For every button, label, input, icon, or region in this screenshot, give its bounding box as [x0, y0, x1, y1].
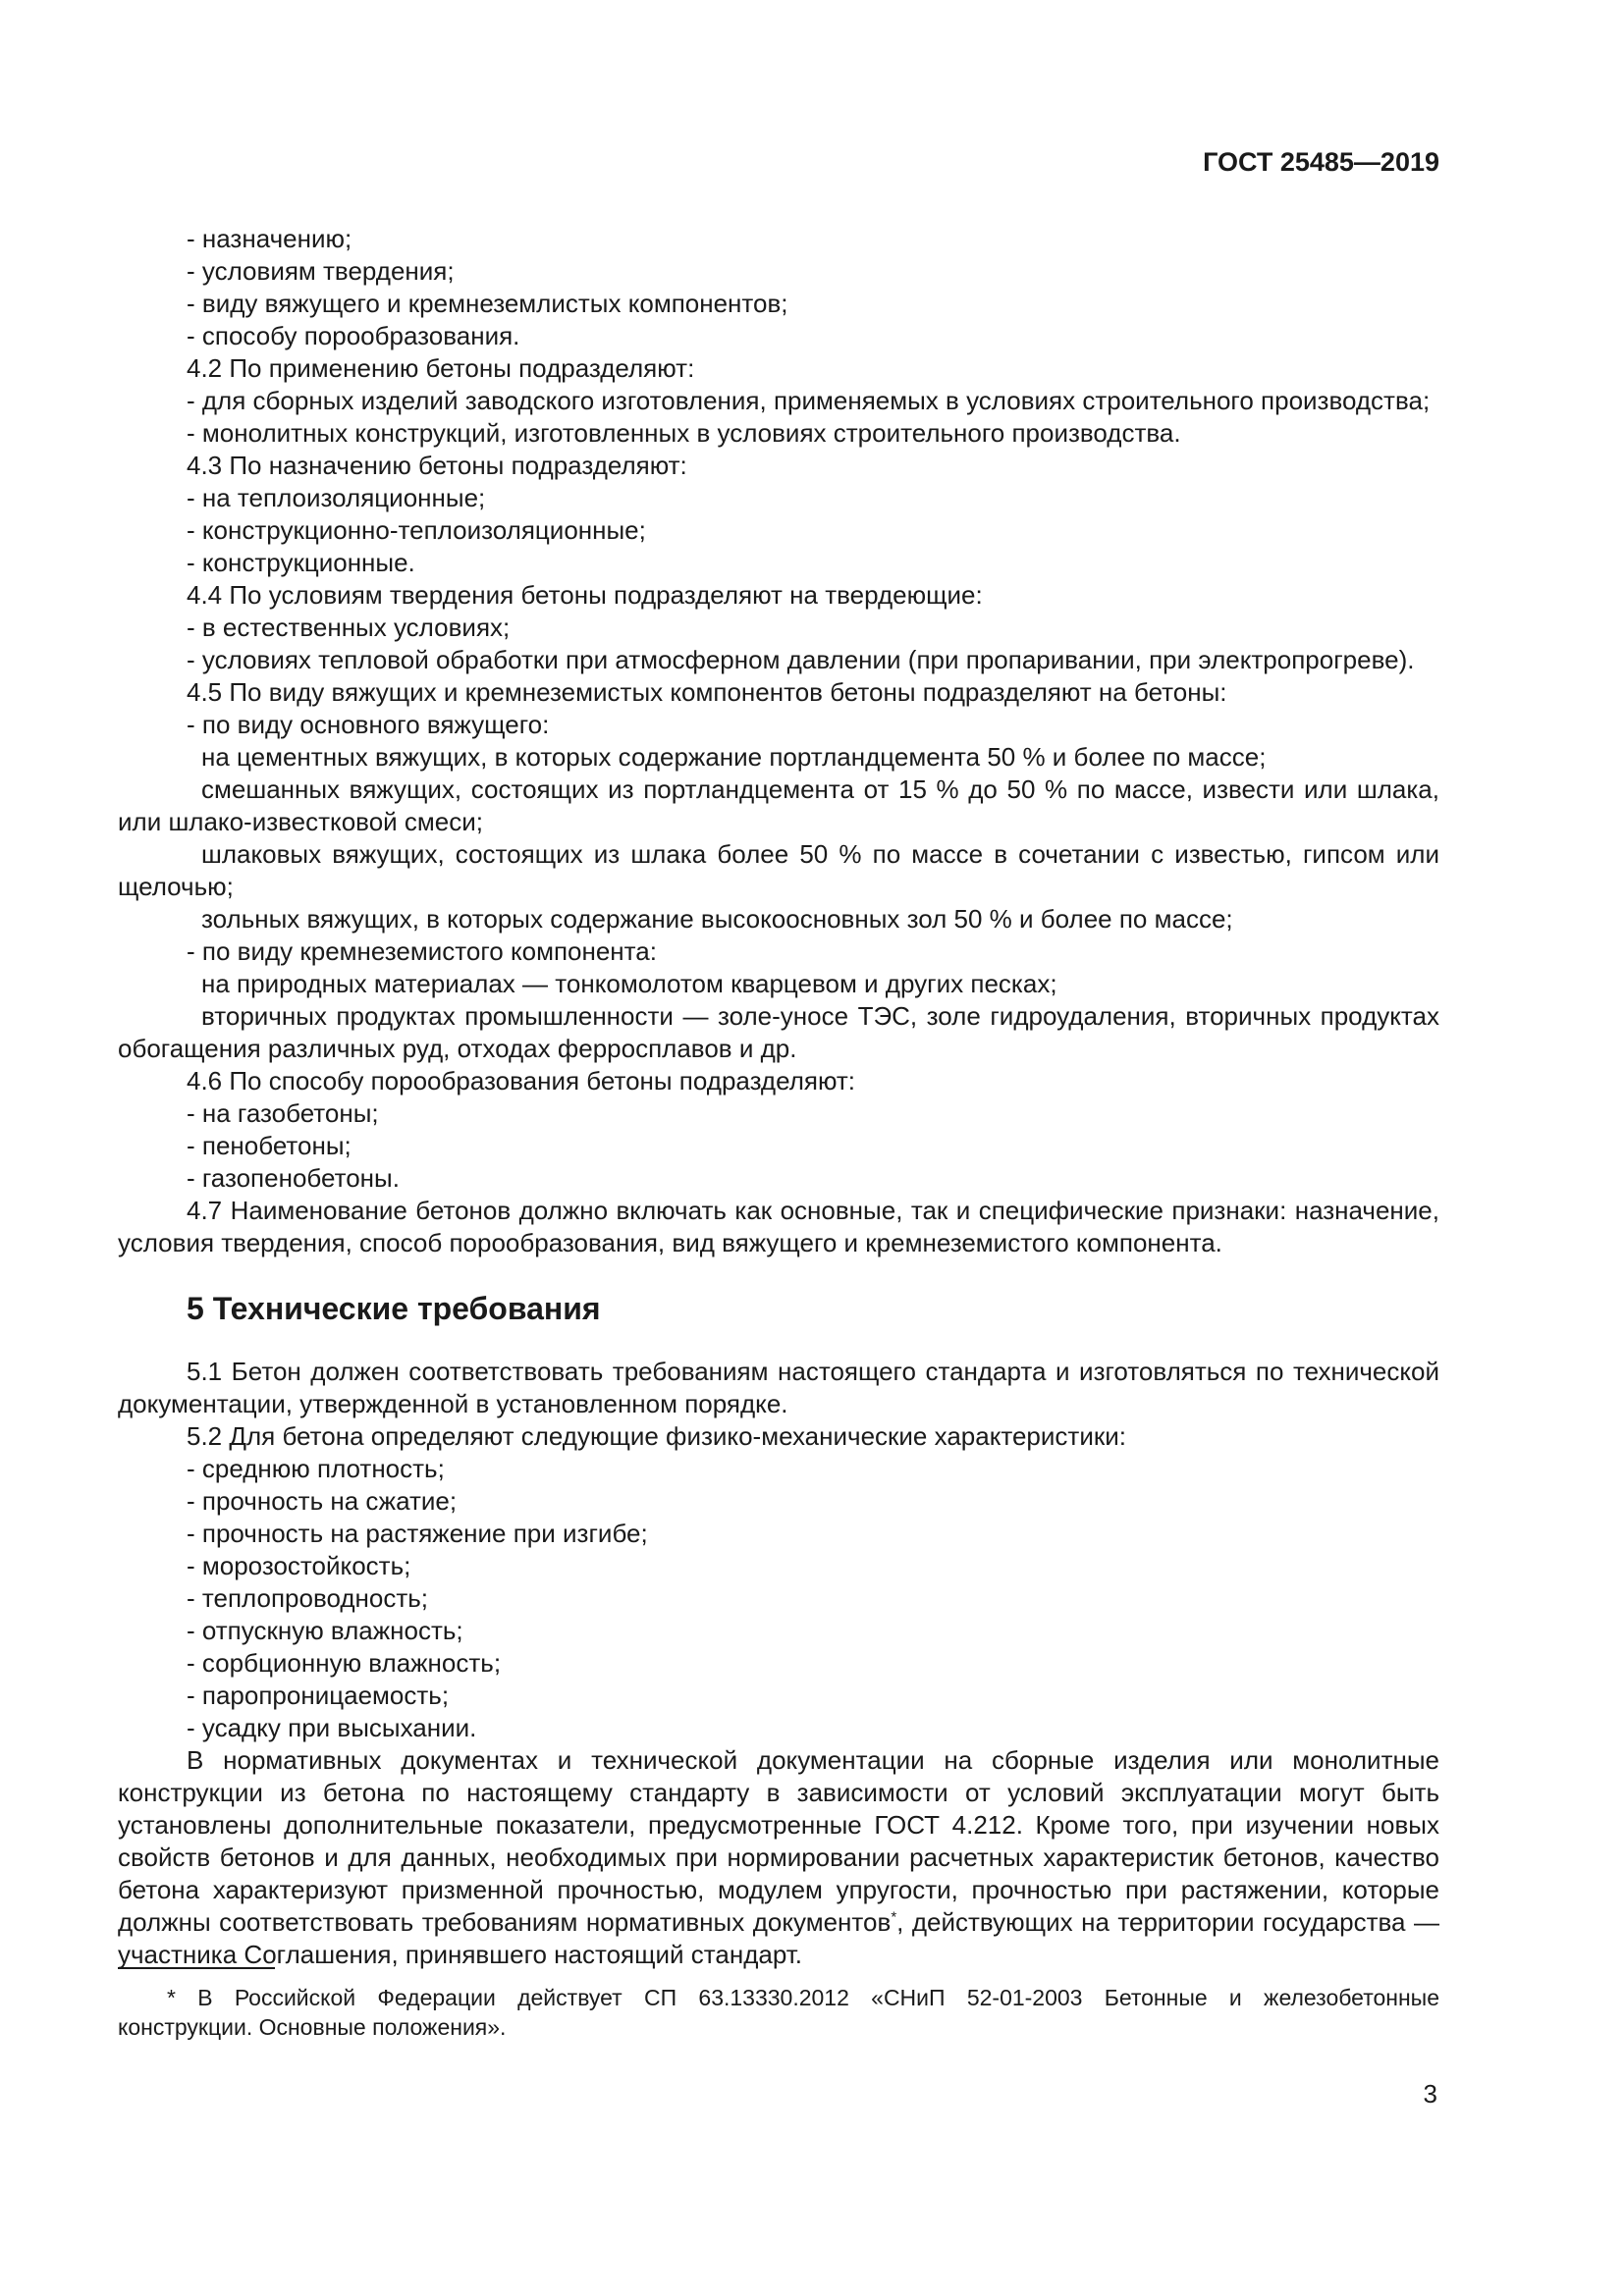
list-item: - условиям твердения;	[187, 256, 455, 286]
clause-4-4: 4.4 По условиям твердения бетоны подразделяют на твердеющие:	[187, 580, 983, 610]
clause-4-6: 4.6 По способу порообразования бетоны подразделяют:	[187, 1066, 856, 1095]
list-item: - виду вяжущего и кремнеземлистых компонентов;	[187, 289, 788, 318]
list-item: - на газобетоны;	[187, 1098, 379, 1128]
list-item: вторичных продуктах промышленности — золе-уносе ТЭС, золе гидроудаления, вторичных продуктах обогащения различных руд, отходах ферросплавов и др.	[118, 1001, 1439, 1063]
paragraph-additional-indicators	[118, 1744, 1439, 1971]
list-item: - паропроницаемость;	[187, 1681, 450, 1710]
list-item: - теплопроводность;	[187, 1583, 429, 1613]
paragraph-text-a: В нормативных документах и технической документации на сборные изделия или монолитные конструкции из бетона по настоящему стандарту в зависимости от условий эксплуатации могут быть установлены дополнительные показатели, предусмотренные ГОСТ 4.212. Кроме того, при изучении новых свойств бетонов и для данных, необходимых при нормировании расчетных характеристик бетонов, качество бетона характеризуют призменной прочностью, модулем упругости, прочностью при растяжении, которые должны соответствовать требованиям нормативных документов	[118, 1745, 1439, 1937]
list-item: - газопенобетоны.	[187, 1163, 400, 1193]
list-item: - условиях тепловой обработки при атмосферном давлении (при пропаривании, при электропрогреве).	[187, 645, 1415, 674]
list-item: - прочность на сжатие;	[187, 1486, 458, 1516]
main-text	[118, 223, 1439, 1971]
clause-4-3: 4.3 По назначению бетоны подразделяют:	[187, 451, 687, 480]
footnote	[118, 1983, 1439, 2042]
list-item: - на теплоизоляционные;	[187, 483, 486, 512]
list-item: - для сборных изделий заводского изготовления, применяемых в условиях строительного производства;	[187, 386, 1431, 415]
clause-4-2: 4.2 По применению бетоны подразделяют:	[187, 353, 695, 383]
list-item: - отпускную влажность;	[187, 1616, 463, 1645]
clause-5-2: 5.2 Для бетона определяют следующие физико-механические характеристики:	[187, 1421, 1126, 1451]
footnote-rule	[118, 1967, 275, 1969]
list-item: - конструкционные.	[187, 548, 415, 577]
list-item: на цементных вяжущих, в которых содержание портландцемента 50 % и более по массе;	[201, 742, 1267, 772]
list-item: зольных вяжущих, в которых содержание высокоосновных зол 50 % и более по массе;	[201, 904, 1233, 934]
footnote-line: * В Российской Федерации действует СП 63.13330.2012 «СНиП 52-01-2003 Бетонные и железобетонные	[167, 1985, 1439, 2010]
list-item: - назначению;	[187, 224, 352, 253]
list-item: - среднюю плотность;	[187, 1454, 445, 1483]
page-number: 3	[1423, 2079, 1437, 2109]
list-item: смешанных вяжущих, состоящих из портландцемента от 15 % до 50 % по массе, извести или шлака, или шлако-известковой смеси;	[118, 774, 1439, 836]
clause-4-5: 4.5 По виду вяжущих и кремнеземистых компонентов бетоны подразделяют на бетоны:	[187, 677, 1227, 707]
footnote-mark: *	[891, 1908, 897, 1926]
list-item: - морозостойкость;	[187, 1551, 411, 1580]
footnote-line: конструкции. Основные положения».	[118, 2014, 507, 2040]
list-item: - по виду основного вяжущего:	[187, 710, 550, 739]
list-item: - в естественных условиях;	[187, 613, 511, 642]
list-item: - по виду кремнеземистого компонента:	[187, 936, 657, 966]
list-item: на природных материалах — тонкомолотом кварцевом и других песках;	[201, 969, 1057, 998]
list-item: - конструкционно-теплоизоляционные;	[187, 515, 646, 545]
page-header: ГОСТ 25485—2019	[1203, 147, 1439, 177]
section-title: 5 Технические требования	[187, 1291, 601, 1326]
list-item: шлаковых вяжущих, состоящих из шлака более 50 % по массе в сочетании с известью, гипсом или щелочью;	[118, 839, 1439, 901]
list-item: - сорбционную влажность;	[187, 1648, 502, 1678]
list-item: - способу порообразования.	[187, 321, 520, 350]
list-item: - прочность на растяжение при изгибе;	[187, 1519, 648, 1548]
list-item: - пенобетоны;	[187, 1131, 352, 1160]
clause-4-7: 4.7 Наименование бетонов должно включать как основные, так и специфические признаки: назначение, условия твердения, способ порообразования, вид вяжущего и кремнеземистого компонента.	[118, 1196, 1439, 1257]
clause-5-1: 5.1 Бетон должен соответствовать требованиям настоящего стандарта и изготовляться по технической документации, утвержденной в установленном порядке.	[118, 1357, 1439, 1418]
list-item: - усадку при высыхании.	[187, 1713, 477, 1742]
paragraph-text-b: , действующих на территории государства — участника Соглашения, принявшего настоящий стандарт.	[118, 1907, 1439, 1969]
list-item: - монолитных конструкций, изготовленных в условиях строительного производства.	[187, 418, 1181, 448]
